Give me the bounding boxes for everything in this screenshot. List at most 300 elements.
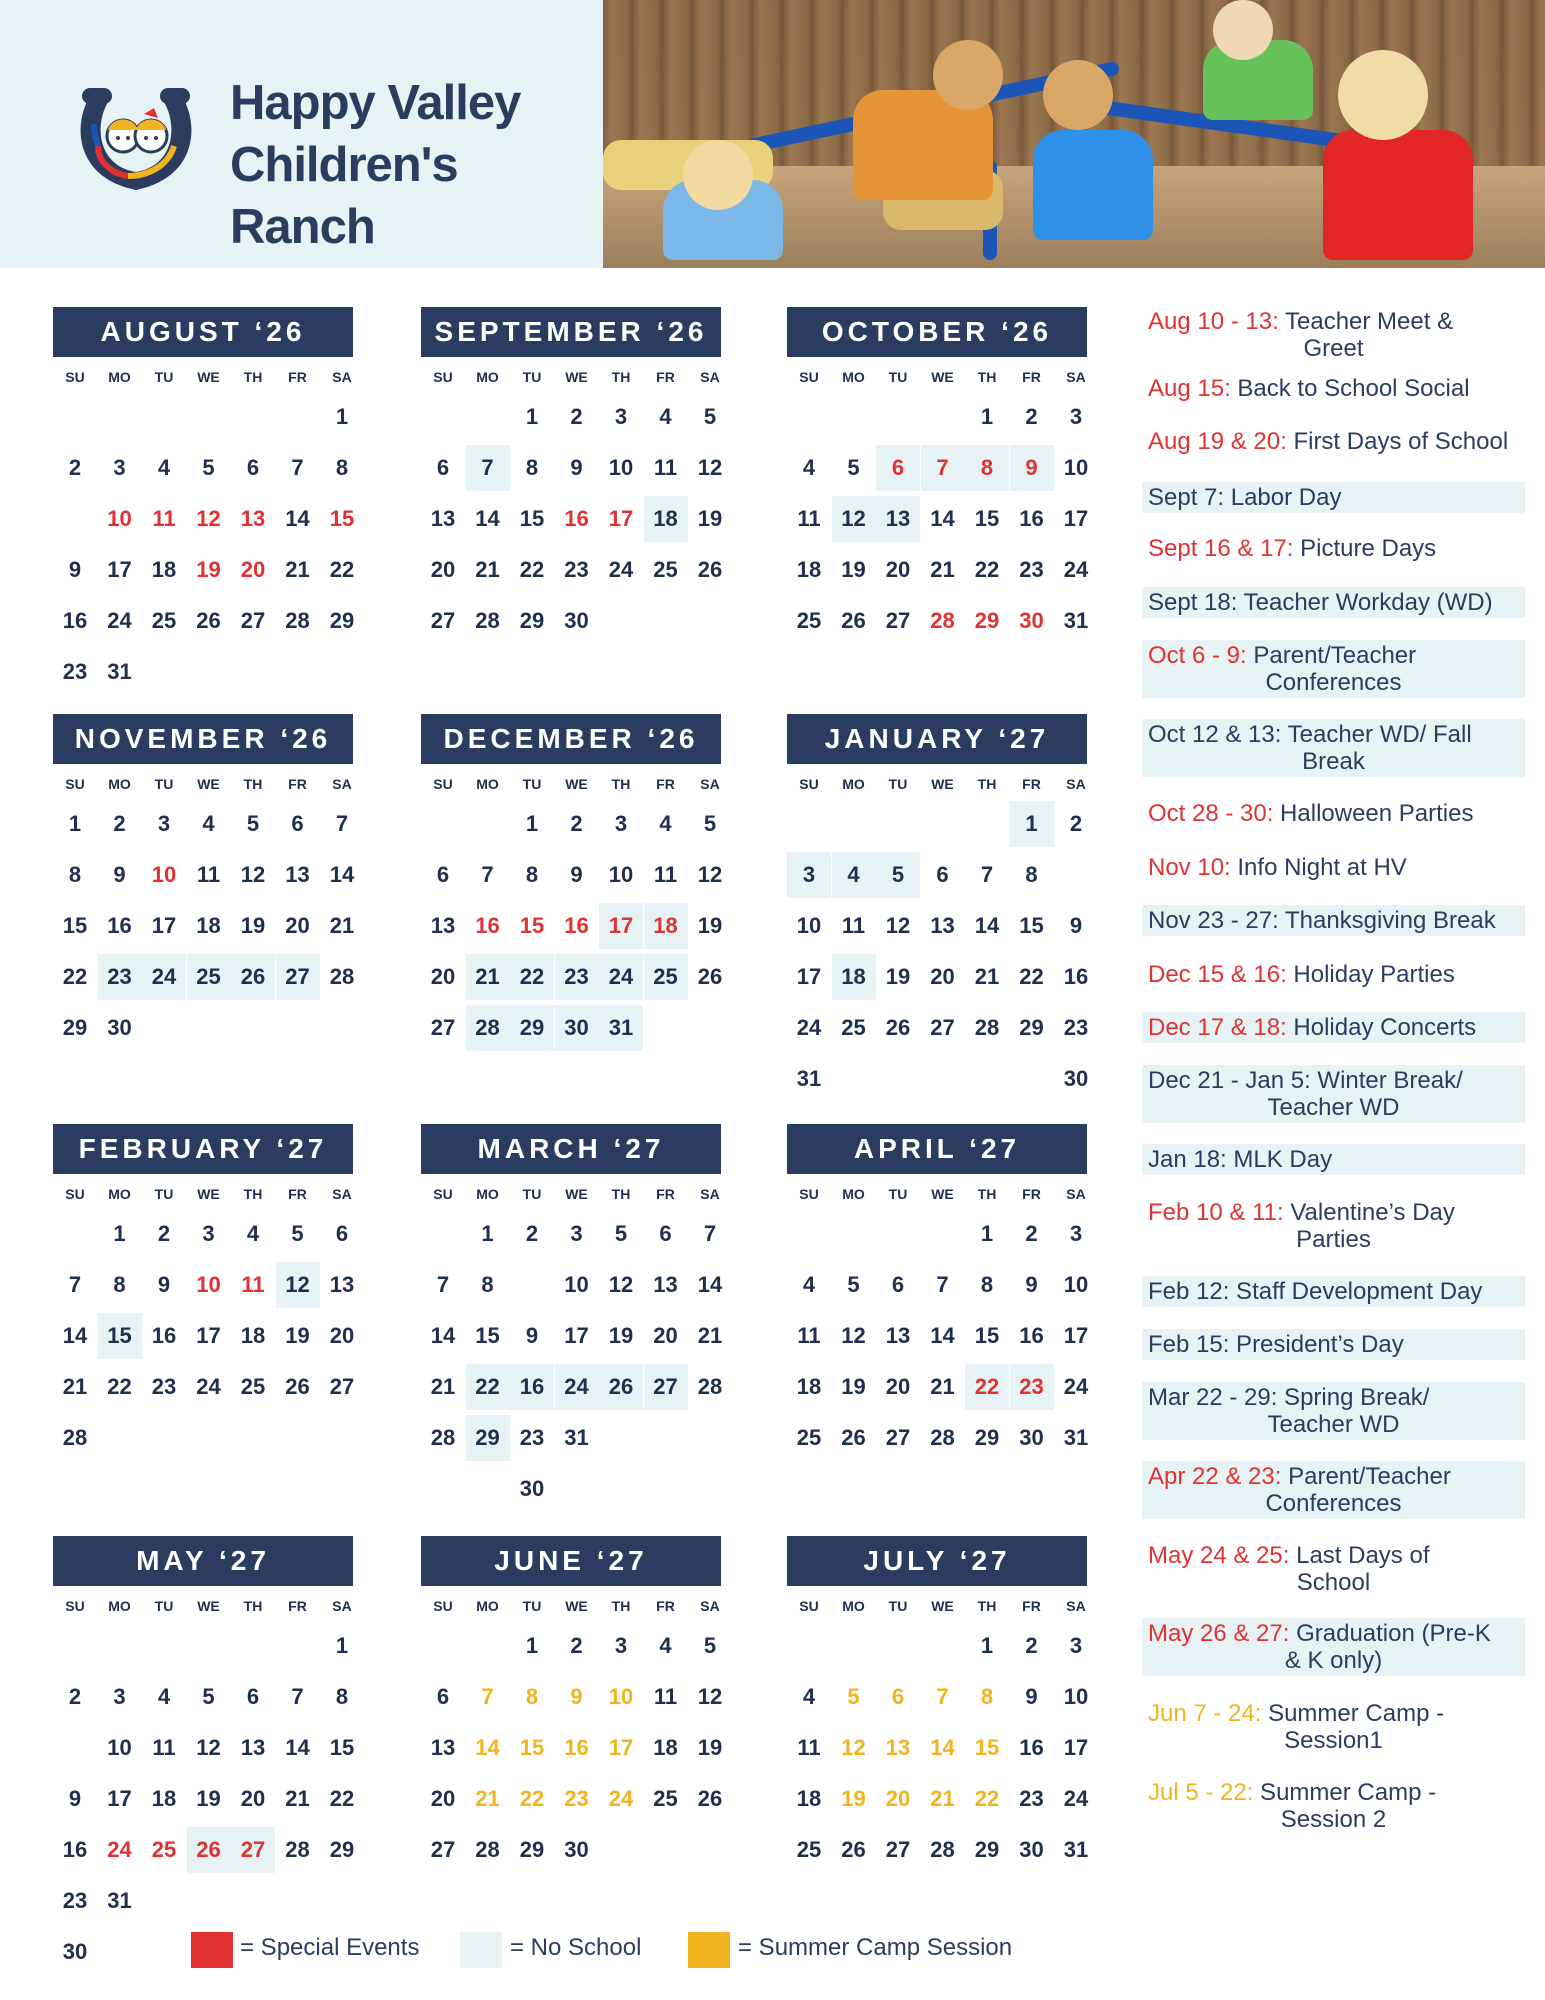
day-cell: 3: [1069, 404, 1083, 429]
event-item: [1142, 1065, 1525, 1123]
day-cell: 23: [1019, 1786, 1044, 1811]
weekday-label: TH: [611, 776, 631, 792]
day-cell: 26: [841, 608, 866, 633]
event-text: Labor Day: [1224, 484, 1342, 511]
day-cell: 10: [196, 1272, 221, 1297]
event-text: Summer Camp -: [1253, 1779, 1437, 1806]
day-cell: 2: [525, 1221, 539, 1246]
event-date: Apr 22 & 23:: [1148, 1463, 1282, 1490]
weekday-label: MO: [108, 1186, 131, 1202]
day-cell: 28: [697, 1374, 723, 1399]
weekday-header: [421, 369, 721, 393]
day-cell: 26: [841, 1425, 866, 1450]
day-cell: 29: [974, 608, 1000, 633]
day-cell: 6: [246, 1684, 260, 1709]
day-cell: 20: [885, 1786, 911, 1811]
day-cell: 16: [62, 608, 88, 633]
day-cell: 15: [519, 506, 545, 531]
day-cell: 8: [525, 455, 539, 480]
weekday-label: TU: [888, 1598, 908, 1614]
day-cell: 23: [62, 659, 88, 684]
day-cell: 26: [841, 1837, 866, 1862]
day-cell: 8: [481, 1272, 494, 1297]
logo-panel: [0, 0, 603, 268]
day-cell: 29: [329, 608, 355, 633]
weekday-label: SA: [1066, 1598, 1086, 1614]
day-cell: 29: [974, 1837, 1000, 1862]
event-text: Back to School Social: [1230, 375, 1470, 402]
legend-label-camp: = Summer Camp Session: [738, 1934, 1013, 1961]
day-cell: 23: [62, 1888, 88, 1913]
event-item: [1142, 587, 1525, 618]
event-text: First Days of School: [1286, 428, 1509, 455]
weekday-label: WE: [931, 369, 954, 385]
day-cell: 8: [335, 1684, 349, 1709]
day-cell: 22: [329, 557, 355, 582]
weekday-label: FR: [288, 1598, 307, 1614]
day-cell: 2: [68, 455, 82, 480]
day-cell: 15: [974, 1735, 1000, 1760]
day-cell: 29: [519, 1837, 545, 1862]
event-date: Dec 15 & 16:: [1148, 961, 1287, 988]
day-cell: 17: [1063, 506, 1089, 531]
month-title: JANUARY ‘27: [787, 714, 1087, 764]
event-item: [1142, 1012, 1525, 1043]
day-cell: 17: [1063, 1323, 1089, 1348]
day-cell: 17: [107, 557, 132, 582]
day-cell: 26: [697, 1786, 723, 1811]
event-text: Summer Camp -: [1261, 1700, 1445, 1727]
day-cell: 6: [891, 1684, 905, 1709]
day-cell: 12: [697, 1684, 723, 1709]
weekday-label: WE: [197, 776, 220, 792]
day-cell: 5: [847, 1684, 860, 1709]
day-cell: 16: [62, 1837, 88, 1862]
day-cell: 14: [930, 1735, 955, 1760]
day-cell: 9: [1069, 913, 1083, 938]
day-cell: 26: [599, 1364, 643, 1410]
day-cell: 31: [1063, 608, 1089, 633]
weekday-label: SU: [799, 1186, 819, 1202]
weekday-label: TH: [977, 1186, 997, 1202]
weekday-header: [787, 1186, 1087, 1210]
weekday-label: SU: [65, 776, 85, 792]
event-text: Parent/Teacher: [1246, 642, 1417, 669]
event-item: [1142, 1382, 1525, 1440]
day-cell: 30: [1063, 1066, 1089, 1091]
day-cell: 14: [430, 1323, 456, 1348]
event-date: Feb 12:: [1148, 1278, 1230, 1305]
day-cell: 12: [196, 506, 221, 531]
day-cell: 23: [1063, 1015, 1089, 1040]
day-cell: 23: [98, 954, 142, 1000]
day-cell: 30: [555, 1005, 599, 1051]
day-cell: 11: [797, 1735, 821, 1760]
event-text: Holiday Concerts: [1286, 1014, 1477, 1041]
day-cell: 21: [329, 913, 355, 938]
day-cell: 21: [930, 557, 955, 582]
day-cell: 5: [246, 811, 260, 836]
day-cell: 24: [107, 1837, 132, 1862]
day-cell: 13: [285, 862, 310, 887]
day-cell: 1: [68, 811, 82, 836]
event-date: Oct 28 - 30:: [1148, 800, 1274, 827]
day-cell: 17: [151, 913, 177, 938]
day-cell: 25: [151, 1837, 177, 1862]
day-cell: 28: [930, 608, 955, 633]
event-text: Graduation (Pre-K: [1289, 1620, 1491, 1647]
weekday-label: SA: [332, 1598, 352, 1614]
day-cell: 27: [430, 608, 456, 633]
day-cell: 4: [157, 1684, 171, 1709]
day-cell: 17: [1063, 1735, 1089, 1760]
day-cell: 6: [659, 1221, 672, 1246]
event-date: Feb 15:: [1148, 1331, 1230, 1358]
event-text: Info Night at HV: [1230, 854, 1407, 881]
event-text: Halloween Parties: [1273, 800, 1474, 827]
weekday-label: SA: [700, 369, 720, 385]
day-cell: 15: [1019, 913, 1044, 938]
day-cell: 15: [98, 1313, 142, 1359]
header: [0, 0, 1545, 268]
event-text-line2: & K only): [1284, 1647, 1383, 1674]
day-cell: 24: [599, 954, 643, 1000]
weekday-label: FR: [288, 369, 307, 385]
month-title: JULY ‘27: [787, 1536, 1087, 1586]
day-cell: 31: [796, 1066, 822, 1091]
event-item: [1142, 798, 1525, 829]
day-cell: 15: [329, 1735, 355, 1760]
weekday-header: [421, 776, 721, 800]
day-cell: 18: [196, 913, 221, 938]
weekday-label: TH: [977, 1598, 997, 1614]
day-cell: 30: [1019, 608, 1044, 633]
day-cell: 3: [614, 1633, 628, 1658]
day-cell: 22: [329, 1786, 355, 1811]
event-item: [1142, 905, 1525, 936]
day-cell: 7: [436, 1272, 450, 1297]
day-cell: 8: [965, 445, 1009, 491]
event-date: Oct 12 & 13:: [1148, 721, 1282, 748]
day-cell: 19: [841, 557, 866, 582]
day-cell: 14: [930, 1323, 955, 1348]
day-cell: 24: [107, 608, 132, 633]
weekday-header: [787, 369, 1087, 393]
weekday-label: SA: [700, 776, 720, 792]
weekday-header: [787, 1598, 1087, 1622]
day-cell: 4: [246, 1221, 260, 1246]
day-cell: 7: [936, 1684, 949, 1709]
day-cell: 13: [885, 1735, 911, 1760]
day-cell: 30: [1019, 1425, 1044, 1450]
day-cell: 5: [703, 1633, 717, 1658]
weekday-label: WE: [197, 1186, 220, 1202]
day-cell: 10: [608, 1684, 634, 1709]
day-cell: 2: [1025, 404, 1038, 429]
day-cell: 6: [436, 455, 450, 480]
day-cell: 24: [196, 1374, 221, 1399]
event-item: [1142, 482, 1525, 513]
day-cell: 24: [142, 954, 186, 1000]
day-cell: 12: [697, 455, 723, 480]
event-date: Feb 10 & 11:: [1148, 1199, 1284, 1226]
day-cell: 12: [885, 913, 911, 938]
day-cell: 20: [430, 557, 456, 582]
day-cell: 30: [1019, 1837, 1044, 1862]
day-cell: 25: [796, 1837, 822, 1862]
day-cell: 5: [847, 1272, 860, 1297]
day-cell: 6: [436, 1684, 450, 1709]
weekday-label: WE: [565, 1186, 588, 1202]
day-cell: 4: [832, 852, 876, 898]
day-cell: 19: [240, 913, 266, 938]
day-cell: 13: [430, 1735, 456, 1760]
day-cell: 7: [703, 1221, 717, 1246]
day-cell: 5: [614, 1221, 628, 1246]
day-cell: 4: [802, 1684, 816, 1709]
day-cell: 2: [570, 404, 583, 429]
day-cell: 26: [885, 1015, 911, 1040]
day-cell: 29: [466, 1415, 510, 1461]
brand-line-2: Children's Ranch: [230, 138, 458, 254]
day-cell: 10: [796, 913, 822, 938]
event-item: [1142, 1777, 1525, 1835]
event-date: Sept 18:: [1148, 589, 1238, 616]
day-cell: 8: [980, 1684, 994, 1709]
weekday-label: MO: [476, 776, 499, 792]
day-cell: 15: [974, 506, 1000, 531]
event-text: Staff Development Day: [1229, 1278, 1483, 1305]
day-cell: 15: [974, 1323, 1000, 1348]
weekday-label: WE: [931, 1598, 954, 1614]
day-cell: 20: [285, 913, 310, 938]
day-cell: 4: [157, 455, 171, 480]
event-item: [1142, 1329, 1525, 1360]
day-cell: 20: [930, 964, 955, 989]
event-date: Mar 22 - 29:: [1148, 1384, 1278, 1411]
day-cell: 16: [1019, 1735, 1044, 1760]
day-cell: 28: [974, 1015, 1000, 1040]
day-cell: 26: [285, 1374, 310, 1399]
day-cell: 21: [475, 1786, 500, 1811]
weekday-header: [53, 1598, 353, 1622]
day-cell: 18: [644, 903, 688, 949]
day-cell: 25: [653, 1786, 678, 1811]
weekday-label: TH: [243, 1186, 263, 1202]
day-cell: 24: [796, 1015, 822, 1040]
day-cell: 27: [329, 1374, 355, 1399]
day-cell: 13: [240, 506, 266, 531]
event-item: [1142, 1197, 1525, 1255]
day-cell: 15: [519, 1735, 545, 1760]
weekday-label: SA: [332, 369, 352, 385]
weekday-label: MO: [476, 369, 499, 385]
day-cell: 28: [430, 1425, 456, 1450]
day-cell: 17: [564, 1323, 589, 1348]
day-cell: 20: [430, 964, 456, 989]
day-cell: 21: [466, 954, 510, 1000]
day-cell: 19: [841, 1374, 866, 1399]
day-cell: 14: [930, 506, 955, 531]
day-cell: 12: [240, 862, 266, 887]
event-text: Holiday Parties: [1286, 961, 1455, 988]
day-cell: 18: [644, 496, 688, 542]
event-item: [1142, 719, 1525, 777]
event-item: [1142, 1276, 1525, 1307]
event-date: Aug 19 & 20:: [1148, 428, 1287, 455]
day-cell: 27: [885, 608, 911, 633]
weekday-label: FR: [1022, 776, 1041, 792]
month-2: [421, 307, 723, 633]
day-cell: 21: [62, 1374, 88, 1399]
day-cell: 23: [564, 1786, 589, 1811]
day-cell: 7: [466, 445, 510, 491]
event-text-line2: School: [1296, 1569, 1371, 1596]
event-item: [1142, 1540, 1525, 1598]
day-cell: 7: [335, 811, 349, 836]
day-cell: 2: [68, 1684, 82, 1709]
day-cell: 9: [1025, 1272, 1038, 1297]
weekday-label: TH: [611, 1598, 631, 1614]
event-date: Aug 10 - 13:: [1148, 308, 1279, 335]
day-cell: 3: [570, 1221, 583, 1246]
day-cell: 19: [697, 1735, 723, 1760]
day-cell: 4: [659, 404, 672, 429]
day-cell: 8: [525, 1684, 539, 1709]
day-cell: 26: [697, 557, 723, 582]
event-date: Jul 5 - 22:: [1148, 1779, 1254, 1806]
event-date: Jan 18:: [1148, 1146, 1227, 1173]
day-cell: 6: [335, 1221, 349, 1246]
event-text-line2: Break: [1302, 748, 1365, 775]
event-text: President’s Day: [1229, 1331, 1404, 1358]
day-cell: 11: [653, 455, 678, 480]
event-text: MLK Day: [1226, 1146, 1333, 1173]
day-cell: 1: [335, 1633, 349, 1658]
event-item: [1142, 533, 1525, 564]
day-cell: 12: [841, 1735, 866, 1760]
month-7: [53, 1124, 355, 1450]
month-8: [421, 1124, 723, 1501]
event-date: Dec 21 - Jan 5:: [1148, 1067, 1311, 1094]
legend-swatch-camp: [688, 1932, 730, 1968]
day-cell: 27: [644, 1364, 688, 1410]
weekday-label: MO: [108, 369, 131, 385]
day-cell: 29: [974, 1425, 1000, 1450]
day-cell: 24: [555, 1364, 599, 1410]
day-cell: 3: [614, 404, 628, 429]
day-cell: 5: [703, 811, 717, 836]
day-cell: 19: [196, 1786, 221, 1811]
event-date: May 26 & 27:: [1148, 1620, 1290, 1647]
day-cell: 20: [653, 1323, 678, 1348]
day-cell: 3: [614, 811, 628, 836]
day-cell: 9: [68, 1786, 82, 1811]
month-12: [787, 1536, 1089, 1862]
day-cell: 14: [475, 506, 500, 531]
weekday-label: TU: [888, 369, 908, 385]
day-cell: 6: [246, 455, 260, 480]
day-cell: 13: [653, 1272, 678, 1297]
day-cell: 14: [974, 913, 1000, 938]
day-cell: 1: [980, 1221, 994, 1246]
day-cell: 25: [151, 608, 177, 633]
day-cell: 27: [231, 1827, 275, 1873]
day-cell: 17: [796, 964, 822, 989]
day-cell: 28: [475, 608, 500, 633]
day-cell: 7: [481, 862, 494, 887]
day-cell: 11: [152, 506, 176, 531]
day-cell: 28: [930, 1837, 955, 1862]
day-cell: 2: [570, 1633, 583, 1658]
weekday-label: FR: [656, 776, 675, 792]
day-cell: 1: [335, 404, 349, 429]
day-cell: 26: [697, 964, 723, 989]
day-cell: 1: [113, 1221, 126, 1246]
day-cell: 17: [599, 903, 643, 949]
month-6: [787, 714, 1089, 1091]
legend: [0, 1930, 1100, 1970]
day-cell: 12: [697, 862, 723, 887]
day-cell: 22: [466, 1364, 510, 1410]
day-cell: 19: [285, 1323, 310, 1348]
month-5: [421, 714, 723, 1040]
day-cell: 28: [62, 1425, 88, 1450]
weekday-label: SU: [433, 1598, 453, 1614]
month-4: [53, 714, 355, 1040]
day-cell: 6: [936, 862, 949, 887]
month-title: MARCH ‘27: [421, 1124, 721, 1174]
day-cell: 18: [796, 1786, 822, 1811]
day-cell: 5: [847, 455, 860, 480]
day-cell: 1: [525, 404, 539, 429]
day-cell: 21: [430, 1374, 456, 1399]
day-cell: 20: [329, 1323, 355, 1348]
day-cell: 27: [885, 1425, 911, 1450]
month-1: [53, 307, 355, 684]
day-cell: 29: [62, 1015, 88, 1040]
day-cell: 11: [653, 1684, 678, 1709]
day-cell: 17: [608, 1735, 634, 1760]
day-cell: 14: [62, 1323, 88, 1348]
weekday-label: SA: [1066, 1186, 1086, 1202]
day-cell: 31: [564, 1425, 589, 1450]
weekday-label: TH: [243, 1598, 263, 1614]
day-cell: 1: [525, 811, 539, 836]
event-text-line2: Conferences: [1265, 1490, 1402, 1517]
event-item: [1142, 1144, 1525, 1175]
day-cell: 22: [965, 1364, 1009, 1410]
day-cell: 9: [157, 1272, 171, 1297]
weekday-label: MO: [108, 776, 131, 792]
brand-name: [230, 72, 603, 258]
weekday-label: WE: [197, 369, 220, 385]
day-cell: 22: [519, 1786, 545, 1811]
weekday-label: TU: [888, 1186, 908, 1202]
day-cell: 27: [240, 608, 266, 633]
weekday-label: SU: [799, 369, 819, 385]
weekday-label: SU: [65, 1598, 85, 1614]
weekday-label: SA: [700, 1186, 720, 1202]
weekday-label: SA: [332, 1186, 352, 1202]
month-title: MAY ‘27: [53, 1536, 353, 1586]
day-cell: 11: [797, 506, 821, 531]
day-cell: 8: [68, 862, 82, 887]
day-cell: 11: [152, 1735, 176, 1760]
month-title: AUGUST ‘26: [53, 307, 353, 357]
day-cell: 12: [832, 496, 876, 542]
day-cell: 21: [930, 1786, 955, 1811]
